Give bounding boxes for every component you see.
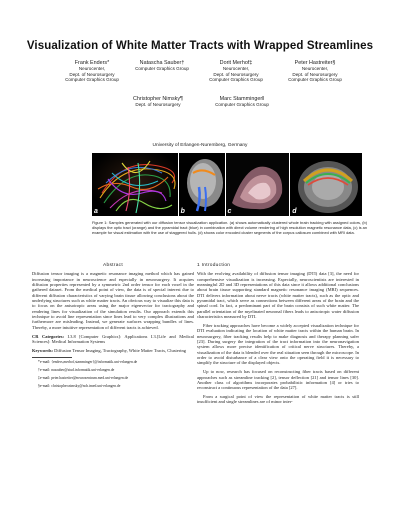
author-affiliation-line: Dept. of Neurosurgery (213, 71, 259, 77)
cr-categories (32, 334, 194, 345)
author-block-1 (52, 60, 132, 83)
teaser-figure (92, 153, 362, 216)
author-name: Marc Stamminger‖ (219, 96, 265, 102)
staggered-hulls-image (226, 153, 290, 216)
author-name: Christopher Nimsky¶ (133, 96, 183, 102)
introduction-heading: 1 Introduction (197, 263, 231, 268)
author-block-5 (118, 96, 198, 108)
abstract-heading: Abstract (103, 263, 123, 268)
author-affiliation-line: Computer Graphics Group (209, 77, 263, 83)
author-block-6 (202, 96, 282, 108)
author-block-3 (196, 60, 276, 83)
author-affiliation-line: Dept. of Neurosurgery (135, 102, 181, 108)
paper-title: Visualization of White Matter Tracts with Wrapped Streamlines (26, 40, 374, 52)
keywords-text: Diffusion Tensor Imaging, Tractography, White Matter Tracts, Clustering (54, 347, 187, 353)
author-affiliation-line: Computer Graphics Group (288, 77, 342, 83)
author-name: Peter Hastreiter§ (294, 60, 336, 66)
panel-label: b (180, 208, 185, 215)
footnote: §e-mail: christopher.nimsky@nch.imed.uni-erlangen.de (38, 384, 121, 389)
whole-brain-tracking-image (92, 153, 178, 216)
author-name: Natascha Sauber† (139, 60, 185, 66)
author-name: Dorit Merhof‡ (219, 60, 253, 66)
figure-panel-a (92, 153, 178, 216)
keywords-label: Keywords: (32, 347, 53, 353)
author-name: Frank Enders* (74, 60, 110, 66)
author-affiliation-line: Computer Graphics Group (135, 66, 189, 72)
figure-panel-c (226, 153, 290, 216)
university-affiliation: University of Erlangen-Nuremberg, Germany (152, 143, 248, 148)
panel-label: a (94, 208, 98, 215)
figure-panel-d (290, 153, 362, 216)
footnote: *e-mail: {enders,merhof,stamminger}@informatik.uni-erlangen.de (38, 360, 138, 365)
corpus-callosum-image (290, 153, 362, 216)
panel-label: d (292, 208, 297, 215)
author-affiliation-line: Dept. of Neurosurgery (69, 71, 115, 77)
author-block-4 (270, 60, 360, 83)
author-affiliation-line: Neurocenter, (78, 66, 106, 72)
cr-text: I.3.8 [Computer Graphics]: Applications I.3.[Life and Medical Sciences]: Medical Information Systems (32, 333, 194, 344)
cr-label: CR Categories: (32, 333, 64, 339)
panel-label: c (227, 208, 232, 215)
optic-pyramidal-tract-image (179, 153, 225, 216)
right-column (197, 263, 359, 408)
footnote: ‡e-mail: peter.hastreiter@neurozentrum.med.uni-erlangen.de (38, 376, 129, 381)
author-affiliation-line: Computer Graphics Group (65, 77, 119, 83)
author-block-2 (122, 60, 202, 72)
intro-paragraph: Up to now, research has focused on reconstructing fiber tracts based on different approaches such as streamline tracking [2], tensor deflection [21] and tensor lines [30]. Another class of algorithms incorporates probabilistic information [4] or tries to reconstruct a continuous representation of the data [27]. (197, 369, 359, 391)
author-affiliation-line: Neurocenter, (301, 66, 329, 72)
author-affiliation-line: Dept. of Neurosurgery (292, 71, 338, 77)
abstract-text: Diffusion tensor imaging is a magnetic resonance imaging method which has gained increasing importance in neuroscience and especially in neurosurgery. It acquires diffusion properties represented by a symmetric 2nd order tensor for each voxel in the gathered dataset. From the medical point of view, the data is of special interest due to different diffusion characteristics of varying brain tissue allowing conclusions about the underlying structures such as white matter tracts. An obvious way to visualize this data is to focus on the anisotropic areas using the major eigenvector for tractography and rendering lines for visualization of the simulation results. Our approach extends this technique to avoid line representation since lines lead to very complex illustrations and furthermore are misleading. Instead, we generate surfaces wrapping bundles of lines. Thereby, a more intuitive representation of different tracts is achieved. (32, 271, 194, 330)
keywords (32, 348, 194, 353)
figure-caption: Figure 1: Samples generated with our diffusion tensor visualization application. (a) shows automatically clustered whole brain tracking with assigned colors, (b) displays the optic tract (orange) and the pyramidal tract (blue) in combination with direct volume rendering of high resolution magnetic resonance data, (c) is an example for visual estimation with the use of staggered hulls. (d) shows color encoded cluster segments of the corpus callosum combined with MRI data. (92, 220, 367, 235)
author-affiliation-line: Computer Graphics Group (215, 102, 269, 108)
left-column (32, 263, 194, 393)
author-affiliation-line: Neurocenter, (222, 66, 250, 72)
footnote-divider (32, 357, 72, 358)
intro-paragraph: From a surgical point of view the representation of white matter tracts is still insufficient and single streamlines are of minor inter- (197, 394, 359, 405)
footnote: †e-mail: nasauber@stud.informatik.uni-erlangen.de (38, 368, 115, 373)
figure-panel-b (179, 153, 225, 216)
intro-paragraph: With the evolving availability of diffusion tensor imaging (DTI) data [3], the need for comprehensive visualization is increasing. Especially, neuroscientists are interested in meaningful 2D and 3D representations of this data since it allows additional conclusions about brain tissue supporting standard magnetic resonance imaging (MRI) sequences. DTI delivers information about nerve tracts (white matter tracts), such as the optic and pyramidal tract, which serve as connections between different areas of the brain and the spinal cord. In fact, a predominant part of the brain consists of such white matter. The parallel orientation of the myelinated neuronal fibers leads to anisotropic water diffusion characteristics measured by DTI. (197, 271, 359, 320)
intro-paragraph: Fiber tracking approaches have become a widely accepted visualization technique for DTI evaluation indicating the location of white matter tracts within the human brain. In neurosurgery, fiber tracking results help to make diagnosis and therapy planning safer [23]. During surgery the integration of the tract information into the neuronavigation system allows more precise identification of critical nerve structures. Thereby, a visualization of the data is blended over the real situation seen through the microscope. In order to avoid disturbance of a clear view onto the operating field it is necessary to simplify the structure of the displayed objects. (197, 322, 359, 366)
